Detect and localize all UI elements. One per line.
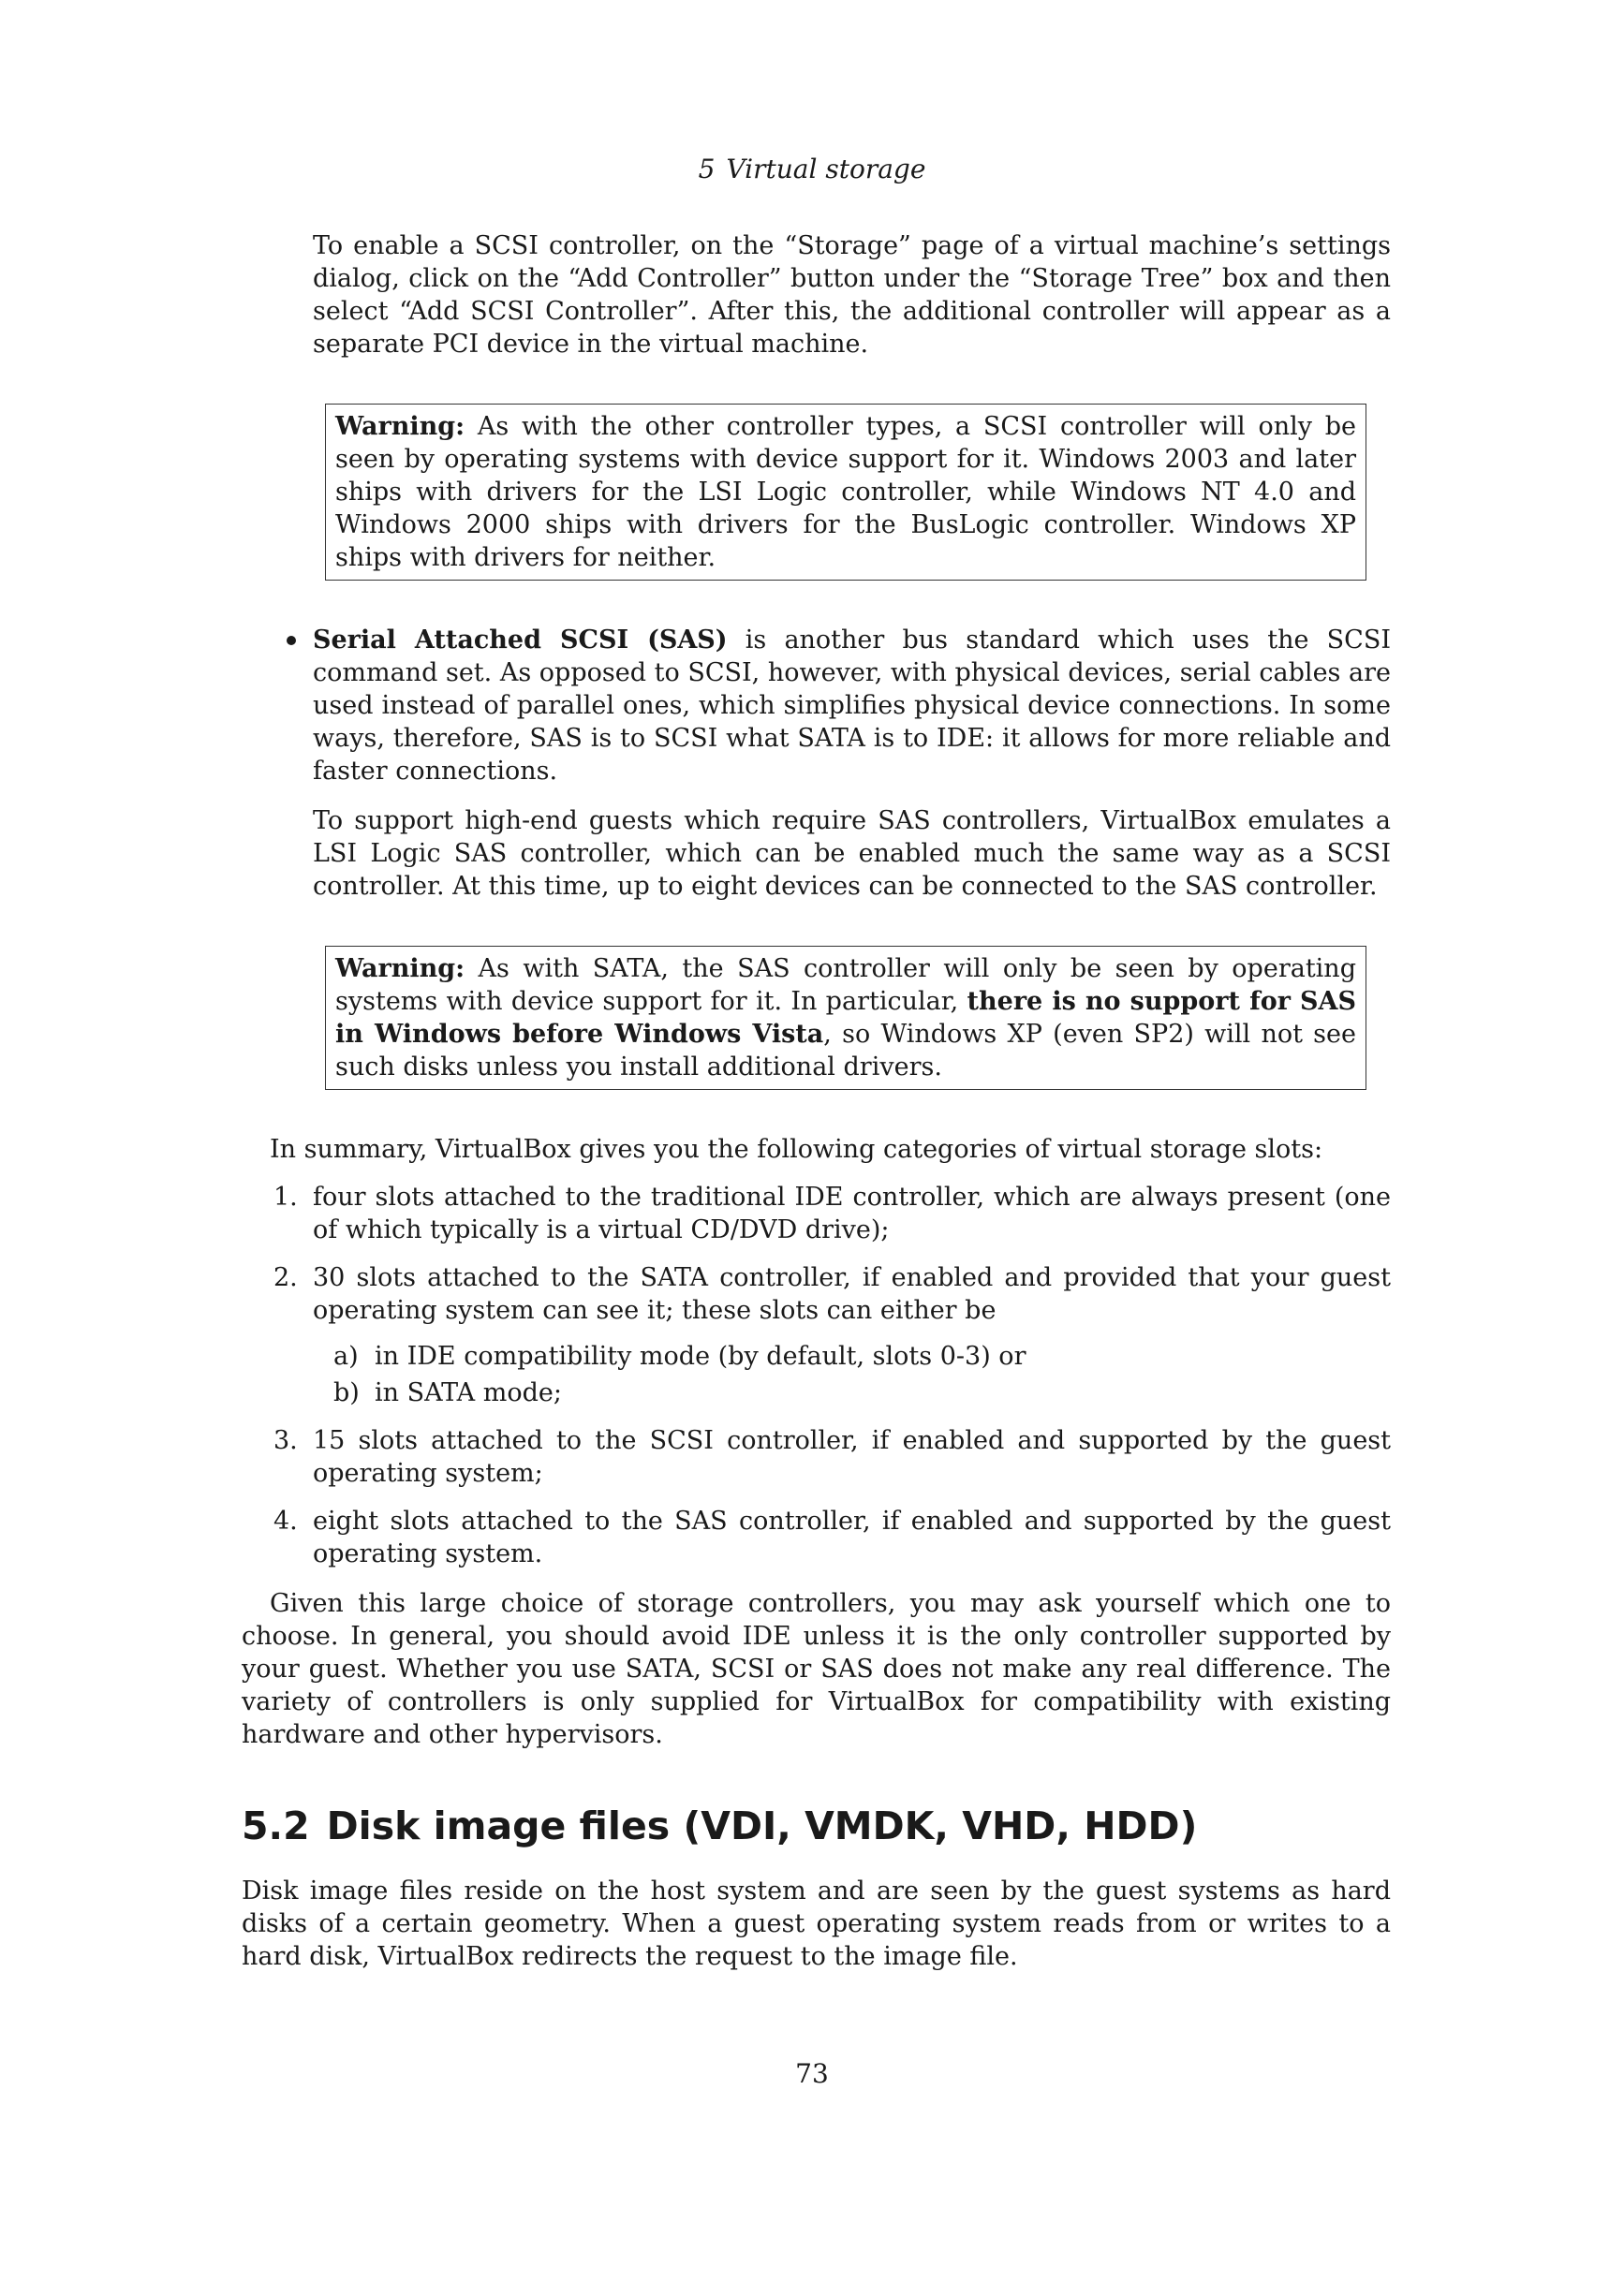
scsi-enable-paragraph: To enable a SCSI controller, on the “Storage” page of a virtual machine’s settings dialog, click on the “Add Controller” button under the “Storage Tree” box and then select “Add SCSI Controller”. After this, the additional controller will appear as a separate PCI device in the virtual machine. (313, 231, 1391, 359)
warning-text: As with the other controller types, a SCSI controller will only be seen by operating systems with device support for it. Windows 2003 and later ships with drivers for the LSI Logic controller, while Windows NT 4.0 and Windows 2000 ships with drivers for the BusLogic controller. Windows XP ships with drivers for neither. (335, 412, 1356, 572)
list-text: eight slots attached to the SAS controller, if enabled and supported by the guest operating system. (313, 1507, 1391, 1568)
warning-label: Warning: (335, 412, 465, 441)
list-number: 3. (273, 1426, 298, 1455)
list-text: 15 slots attached to the SCSI controller, if enabled and supported by the guest operating system; (313, 1426, 1391, 1488)
chapter-number: 5 (698, 154, 716, 184)
list-item (242, 1424, 1391, 1490)
section-heading (242, 1803, 1391, 1848)
sas-bullet-paragraph (313, 624, 1391, 787)
warning-text-after: , so Windows XP (even SP2) will not see such disks unless you install additional drivers. (335, 1020, 1356, 1082)
sub-list-item (313, 1376, 1391, 1409)
choice-paragraph: Given this large choice of storage controllers, you may ask yourself which one to choose. In general, you should avoid IDE unless it is the only controller supported by your guest. Whether you use SATA, SCSI or SAS does not make any real difference. The variety of controllers is only supplied for VirtualBox for compatibility with existing hardware and other hypervisors. (242, 1589, 1391, 1749)
summary-intro: In summary, VirtualBox gives you the following categories of virtual storage slots: (270, 1135, 1323, 1164)
page-number: 73 (795, 2058, 829, 2089)
section-paragraph: Disk image files reside on the host system and are seen by the guest systems as hard disks of a certain geometry. When a guest operating system reads from or writes to a hard disk, VirtualBox redirects the request to the image file. (242, 1877, 1391, 1971)
list-text: four slots attached to the traditional IDE controller, which are always present (one of which typically is a virtual CD/DVD drive); (313, 1183, 1391, 1244)
sub-list-item (313, 1340, 1391, 1373)
storage-slots-list (242, 1181, 1391, 1570)
chapter-title: Virtual storage (726, 154, 926, 184)
list-item (242, 1181, 1391, 1246)
list-text: 30 slots attached to the SATA controller, if enabled and provided that your guest operating system can see it; these slots can either be (313, 1263, 1391, 1325)
list-number: 1. (273, 1183, 298, 1212)
warning-text-before: As with SATA, the SAS controller will only be seen by operating systems with device support for it. In particular, (335, 954, 1356, 1016)
running-header (0, 153, 1624, 185)
sub-list-text: in SATA mode; (375, 1378, 562, 1407)
section-number: 5.2 (242, 1803, 310, 1848)
sas-description: is another bus standard which uses the SCSI command set. As opposed to SCSI, however, with physical devices, serial cables are used instead of parallel ones, which simplifies physical device connections. In some ways, therefore, SAS is to SCSI what SATA is to IDE: it allows for more reliable and faster connections. (313, 626, 1391, 786)
sub-list-label: b) (333, 1378, 360, 1407)
sas-support-paragraph: To support high-end guests which require SAS controllers, VirtualBox emulates a LSI Logic SAS controller, which can be enabled much the same way as a SCSI controller. At this time, up to eight devices can be connected to the SAS controller. (313, 806, 1391, 901)
warning-box-sas (325, 946, 1366, 1090)
list-item (242, 1505, 1391, 1570)
list-number: 2. (273, 1263, 298, 1292)
section-title: Disk image files (VDI, VMDK, VHD, HDD) (326, 1803, 1198, 1848)
bullet-icon (287, 636, 296, 645)
list-number: 4. (273, 1507, 298, 1536)
warning-label: Warning: (335, 954, 465, 983)
warning-emphasis: there is no support for SAS in Windows before Windows Vista (335, 987, 1356, 1049)
sub-list-text: in IDE compatibility mode (by default, slots 0-3) or (375, 1342, 1026, 1371)
body-text (242, 229, 1391, 1973)
sas-bullet-item (242, 624, 1391, 903)
warning-box-scsi (325, 404, 1366, 581)
sata-modes-list (313, 1340, 1391, 1409)
sas-term: Serial Attached SCSI (SAS) (313, 626, 728, 655)
sub-list-label: a) (333, 1342, 359, 1371)
list-item (242, 1261, 1391, 1409)
